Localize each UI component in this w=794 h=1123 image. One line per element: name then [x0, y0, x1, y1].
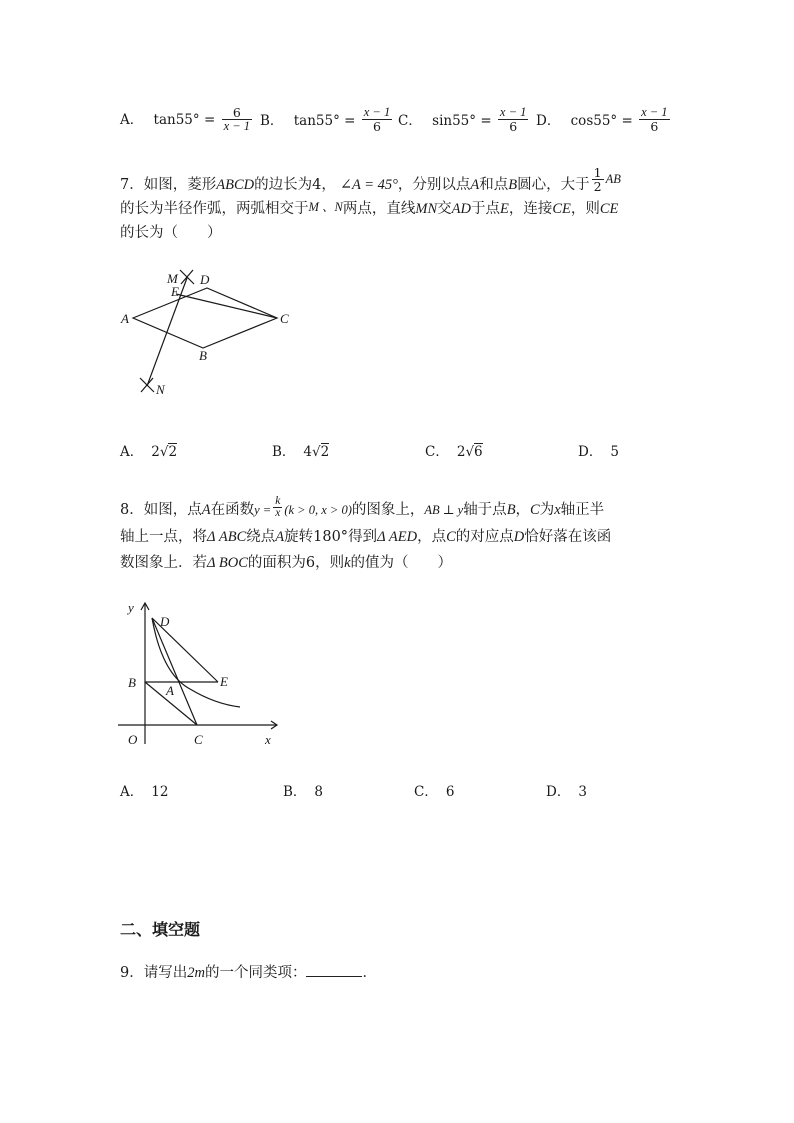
label-c: C: [280, 311, 289, 326]
text: 恰好落在该函: [524, 529, 612, 545]
fraction: [639, 106, 669, 133]
text: x: [554, 502, 561, 518]
option-label: B．: [260, 113, 284, 129]
text: 绕点: [246, 529, 276, 545]
option-value: 3: [578, 784, 587, 800]
q7-option-c[interactable]: [425, 440, 483, 460]
numerator: x − 1: [641, 105, 668, 119]
option-label: A．: [120, 784, 144, 800]
option-label: C．: [398, 113, 422, 129]
label-x: x: [265, 732, 271, 747]
text: y =: [254, 503, 272, 517]
option-label: C．: [414, 784, 438, 800]
label-b: B: [199, 348, 207, 363]
trig-fn: cos55°: [570, 113, 618, 129]
text: AB ⊥ y: [424, 503, 464, 517]
q7-rhombus-figure: [110, 262, 310, 402]
q9-line: [120, 960, 377, 986]
text: 的图象上，: [351, 502, 425, 518]
segment-ce: [176, 294, 277, 318]
trig-fn: tan55°: [153, 112, 200, 128]
option-value: 6: [445, 784, 455, 800]
denominator: x: [275, 507, 281, 519]
q7-option-d[interactable]: [578, 440, 619, 460]
label-y: y: [128, 600, 134, 615]
text: 旋转: [284, 529, 314, 545]
text: A: [470, 177, 480, 193]
text: 的边长为4，: [254, 177, 336, 193]
text: 8．如图，点: [120, 502, 202, 518]
trig-fn: sin55°: [432, 113, 477, 129]
q7-line-3: [120, 220, 222, 246]
q8-function-figure: [110, 594, 290, 754]
label-o: O: [128, 732, 138, 747]
label-n: N: [156, 382, 165, 397]
numerator: k: [275, 495, 281, 507]
text: 在函数: [210, 502, 255, 518]
text: 的长为（ ）: [120, 225, 222, 241]
label-d: D: [160, 614, 170, 629]
text: CE: [552, 201, 571, 217]
fraction: [222, 106, 252, 133]
text: 的对应点: [455, 529, 514, 545]
q6-option-d[interactable]: [536, 106, 672, 133]
text: ∠A = 45°: [339, 177, 398, 193]
fraction: [273, 496, 282, 519]
q8-option-b[interactable]: [283, 780, 323, 800]
text: 交: [437, 201, 452, 217]
denominator: 6: [509, 119, 518, 134]
text: Δ BOC: [207, 555, 248, 571]
text: AB: [605, 172, 621, 186]
text: B: [506, 502, 516, 518]
radical-sign: √: [312, 444, 321, 460]
text: 轴正半: [560, 502, 605, 518]
text: MN: [415, 201, 438, 217]
numerator: 6: [222, 106, 252, 120]
equals: =: [621, 113, 633, 129]
text: C: [446, 529, 456, 545]
radicand: 2: [320, 444, 330, 460]
label-e: E: [220, 674, 228, 689]
fraction: [498, 106, 528, 133]
text: 的值为（ ）: [350, 555, 453, 571]
option-label: A．: [120, 444, 144, 460]
denominator: 2: [593, 179, 602, 194]
option-label: B．: [283, 784, 307, 800]
q8-line-1: [120, 496, 604, 523]
label-e: E: [171, 284, 179, 299]
coefficient: 2: [151, 444, 160, 460]
equals: =: [203, 112, 216, 128]
text: M 、N: [308, 200, 343, 214]
q7-line-2: [120, 194, 618, 222]
radicand: 2: [168, 444, 178, 460]
text: Δ AED: [377, 529, 418, 545]
option-value: 12: [151, 784, 169, 800]
text: ，: [515, 502, 531, 518]
label-a: A: [121, 311, 129, 326]
text: (k > 0, x > 0): [284, 503, 352, 517]
text: k: [344, 555, 351, 571]
text: E: [499, 201, 509, 217]
option-label: D．: [578, 444, 603, 460]
text: 的面积为6，则: [247, 555, 345, 571]
q6-option-a[interactable]: [120, 106, 254, 133]
text: 2m: [187, 965, 205, 981]
text: 得到: [348, 529, 378, 545]
text: 为: [539, 502, 555, 518]
text: 的长为半径作弧，两弧相交于: [120, 201, 309, 217]
q8-line-3: [120, 550, 452, 576]
text: 数图象上．若: [120, 555, 207, 571]
text: 和点: [479, 177, 509, 193]
text: 7．如图，菱形: [120, 177, 217, 193]
text: Δ ABC: [207, 529, 247, 545]
text: 轴于点: [463, 502, 507, 518]
rhombus-abcd: [133, 288, 277, 348]
q6-option-b[interactable]: [260, 106, 394, 133]
q6-option-c[interactable]: [398, 106, 530, 133]
radical-sign: √: [465, 444, 475, 460]
option-label: C．: [425, 444, 449, 460]
q7-option-b[interactable]: [272, 440, 329, 460]
segment-dc: [152, 618, 197, 725]
text: ，分别以点: [397, 177, 471, 193]
option-label: A．: [120, 112, 144, 128]
q8-option-c[interactable]: [414, 780, 454, 800]
text: 两点，直线: [342, 201, 416, 217]
text: ，连接: [508, 201, 553, 217]
coefficient: 2: [456, 444, 466, 460]
option-label: B．: [272, 444, 296, 460]
text: AD: [451, 201, 471, 217]
option-label: D．: [546, 784, 571, 800]
label-m: M: [167, 271, 178, 286]
text: 轴上一点，将: [120, 529, 207, 545]
text: 于点: [470, 201, 500, 217]
fraction: [362, 106, 392, 133]
equals: =: [480, 113, 492, 129]
line-mn: [147, 278, 187, 386]
numerator: x − 1: [363, 105, 391, 119]
numerator: 1: [593, 165, 602, 180]
text: D: [513, 529, 525, 545]
q8-option-a[interactable]: [120, 780, 168, 800]
text: 的一个同类项：: [204, 965, 307, 981]
fraction: [592, 166, 604, 193]
coefficient: 4: [303, 444, 313, 460]
q8-option-d[interactable]: [546, 780, 587, 800]
label-c: C: [194, 732, 203, 747]
option-value: 5: [610, 444, 619, 460]
answer-blank[interactable]: [306, 962, 362, 977]
label-b: B: [128, 675, 136, 690]
text: 180°: [313, 529, 349, 545]
q7-option-a[interactable]: [120, 440, 177, 460]
text: A: [201, 502, 211, 518]
option-value: 8: [314, 784, 324, 800]
label-d: D: [200, 272, 210, 287]
radical-sign: √: [159, 444, 169, 460]
text: ，则: [570, 201, 600, 217]
text: 圆心，大于: [517, 177, 590, 193]
denominator: 6: [373, 119, 381, 134]
text: ABCD: [216, 177, 255, 193]
text: B: [508, 177, 518, 193]
text: CE: [599, 201, 619, 217]
radicand: 6: [474, 444, 483, 460]
option-label: D．: [536, 113, 561, 129]
denominator: 6: [650, 119, 659, 134]
text: ，点: [417, 529, 447, 545]
text: 9．请写出: [120, 965, 188, 981]
text: ．: [362, 965, 377, 981]
q8-line-2: [120, 524, 611, 550]
text: A: [275, 529, 285, 545]
equals: =: [344, 113, 356, 129]
label-a: A: [166, 683, 174, 698]
denominator: x − 1: [223, 119, 251, 133]
section-heading: 二、填空题: [120, 920, 201, 939]
text: C: [530, 502, 540, 518]
numerator: x − 1: [499, 105, 527, 119]
trig-fn: tan55°: [293, 113, 340, 129]
